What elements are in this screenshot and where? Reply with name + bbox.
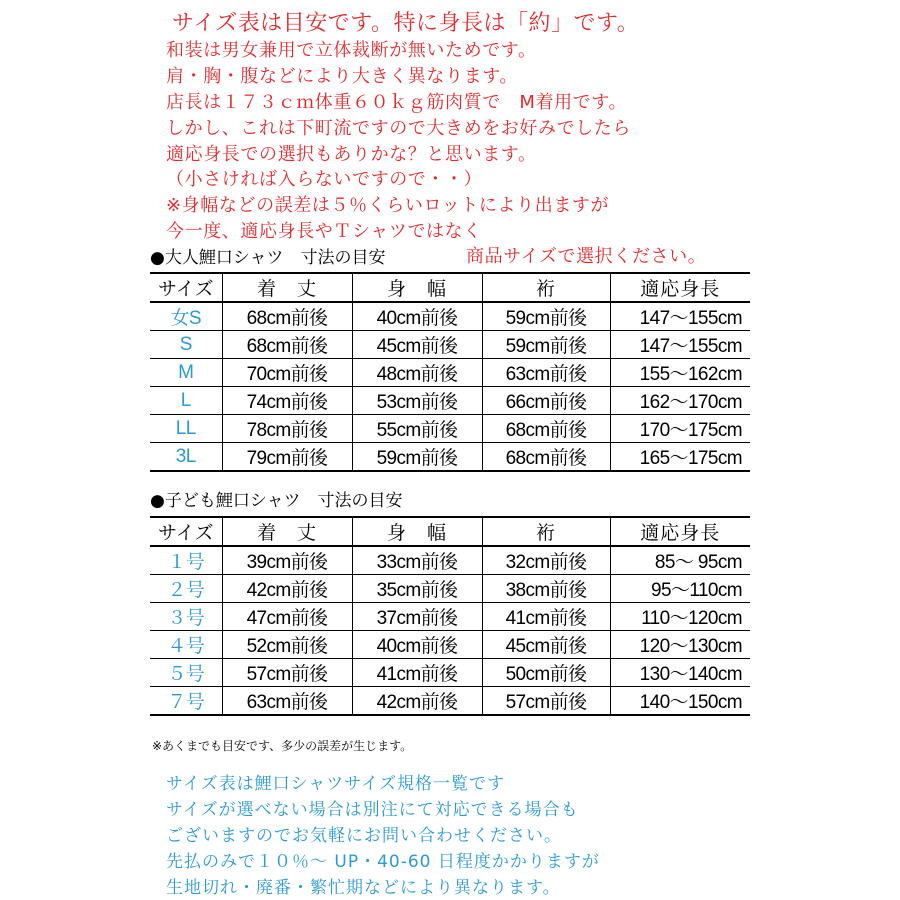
info-line: サイズが選べない場合は別注にて対応できる場合も [166,800,579,820]
height-cell: 130〜140cm [610,659,750,687]
length-cell: 79cm前後 [222,443,352,472]
size-cell: LL [150,415,222,443]
height-cell: 162〜170cm [610,387,750,415]
info-line: 生地切れ・廃番・繁忙期などにより異なります。 [166,878,561,898]
sleeve-cell: 68cm前後 [482,443,610,472]
height-cell: 147〜155cm [610,331,750,359]
note-line: 店長は１７３ｃｍ体重６０ｋｇ筋肉質で M着用です。 [166,92,628,113]
kids-size-table [150,516,750,716]
sleeve-cell: 38cm前後 [482,575,610,603]
size-cell: ２号 [150,575,222,603]
width-cell: 35cm前後 [352,575,482,603]
size-cell: 3L [150,443,222,472]
width-cell: 42cm前後 [352,687,482,716]
size-cell: ３号 [150,603,222,631]
size-cell: L [150,387,222,415]
note-line: 適応身長での選択もありかな？と思います。 [166,144,537,165]
length-cell: 42cm前後 [222,575,352,603]
length-cell: 47cm前後 [222,603,352,631]
sleeve-cell: 57cm前後 [482,687,610,716]
sleeve-cell: 63cm前後 [482,359,610,387]
adult-table-heading: ●大人鯉口シャツ 寸法の目安 [150,248,386,268]
width-cell: 59cm前後 [352,443,482,472]
length-cell: 74cm前後 [222,387,352,415]
size-cell: ５号 [150,659,222,687]
note-line: （小さければ入らないですので・・） [166,169,483,190]
column-header-size: サイズ [150,517,222,546]
table-row [150,331,750,359]
column-header-height: 適応身長 [610,273,750,302]
column-header-length: 着 丈 [222,273,352,302]
column-header-height: 適応身長 [610,517,750,546]
width-cell: 40cm前後 [352,631,482,659]
table-header-row [150,517,750,546]
width-cell: 37cm前後 [352,603,482,631]
table-row [150,575,750,603]
table-row [150,443,750,472]
note-line: 和装は男女兼用で立体裁断が無いためです。 [166,40,537,61]
height-cell: 85〜 95cm [610,546,750,575]
info-line: 先払のみで１０％〜 UP・40-60 日程度かかりますが [166,852,600,872]
length-cell: 68cm前後 [222,331,352,359]
column-header-sleeve: 裄 [482,517,610,546]
table-row [150,546,750,575]
width-cell: 40cm前後 [352,302,482,331]
table-row [150,687,750,716]
column-header-width: 身 幅 [352,517,482,546]
width-cell: 41cm前後 [352,659,482,687]
kids-table-heading: ●子ども鯉口シャツ 寸法の目安 [150,491,403,511]
note-line: しかし、これは下町流ですので大きめをお好みでしたら [166,118,631,139]
column-header-width: 身 幅 [352,273,482,302]
note-line-final: 商品サイズで選択ください。 [466,246,707,267]
width-cell: 55cm前後 [352,415,482,443]
page-title: サイズ表は目安です。特に身長は「約」です。 [172,11,640,36]
height-cell: 120〜130cm [610,631,750,659]
sleeve-cell: 59cm前後 [482,331,610,359]
length-cell: 78cm前後 [222,415,352,443]
table-row [150,359,750,387]
width-cell: 33cm前後 [352,546,482,575]
length-cell: 39cm前後 [222,546,352,575]
info-line: サイズ表は鯉口シャツサイズ規格一覧です [166,774,505,794]
height-cell: 155〜162cm [610,359,750,387]
sleeve-cell: 41cm前後 [482,603,610,631]
size-cell: S [150,331,222,359]
table-row [150,631,750,659]
table-header-row [150,273,750,302]
sleeve-cell: 50cm前後 [482,659,610,687]
column-header-length: 着 丈 [222,517,352,546]
height-cell: 95〜110cm [610,575,750,603]
note-line: 肩・胸・腹などにより大きく異なります。 [166,66,518,87]
width-cell: 45cm前後 [352,331,482,359]
length-cell: 70cm前後 [222,359,352,387]
length-cell: 57cm前後 [222,659,352,687]
table-row [150,659,750,687]
table-row [150,302,750,331]
size-cell: ４号 [150,631,222,659]
table-row [150,415,750,443]
length-cell: 63cm前後 [222,687,352,716]
width-cell: 53cm前後 [352,387,482,415]
note-line: 今一度、適応身長やＴシャツではなく [166,221,482,242]
sleeve-cell: 68cm前後 [482,415,610,443]
size-cell: M [150,359,222,387]
height-cell: 170〜175cm [610,415,750,443]
column-header-size: サイズ [150,273,222,302]
size-cell: ７号 [150,687,222,716]
height-cell: 110〜120cm [610,603,750,631]
size-cell: １号 [150,546,222,575]
length-cell: 52cm前後 [222,631,352,659]
table-row [150,387,750,415]
height-cell: 147〜155cm [610,302,750,331]
disclaimer: ※あくまでも目安です、多少の誤差が生じます。 [152,739,413,753]
sleeve-cell: 59cm前後 [482,302,610,331]
column-header-sleeve: 裄 [482,273,610,302]
sleeve-cell: 66cm前後 [482,387,610,415]
width-cell: 48cm前後 [352,359,482,387]
length-cell: 68cm前後 [222,302,352,331]
info-line: ございますのでお気軽にお問い合わせください。 [166,826,562,846]
table-row [150,603,750,631]
height-cell: 140〜150cm [610,687,750,716]
height-cell: 165〜175cm [610,443,750,472]
size-cell: 女S [150,302,222,331]
sleeve-cell: 45cm前後 [482,631,610,659]
sleeve-cell: 32cm前後 [482,546,610,575]
note-line: ※身幅などの誤差は５％くらいロットにより出ますが [166,195,610,216]
adult-size-table [150,272,750,472]
